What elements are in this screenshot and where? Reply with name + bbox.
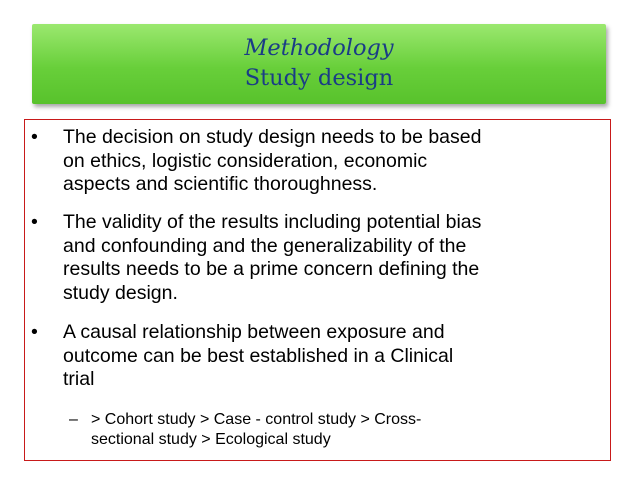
bullet-text: A causal relationship between exposure and outcome can be best established in a Clinical trial: [63, 321, 454, 390]
bullet-text: The validity of the results including potential bias and confounding and the generalizability of the results needs to be a prime concern defining the study design.: [63, 211, 482, 304]
slide-title: Methodology: [244, 35, 394, 61]
slide-subtitle: Study design: [244, 65, 394, 91]
bullet-marker: •: [31, 321, 38, 343]
sub-bullet-marker: –: [69, 411, 78, 428]
sub-bullet-text: > Cohort study > Case - control study > Cross- sectional study > Ecological study: [91, 411, 422, 448]
title-banner: [32, 24, 606, 104]
bullet-text: The decision on study design needs to be based on ethics, logistic consideration, economic aspects and scientific thoroughness.: [63, 126, 482, 195]
content-box: [24, 119, 611, 461]
bullet-marker: •: [31, 126, 38, 148]
bullet-marker: •: [31, 211, 38, 233]
